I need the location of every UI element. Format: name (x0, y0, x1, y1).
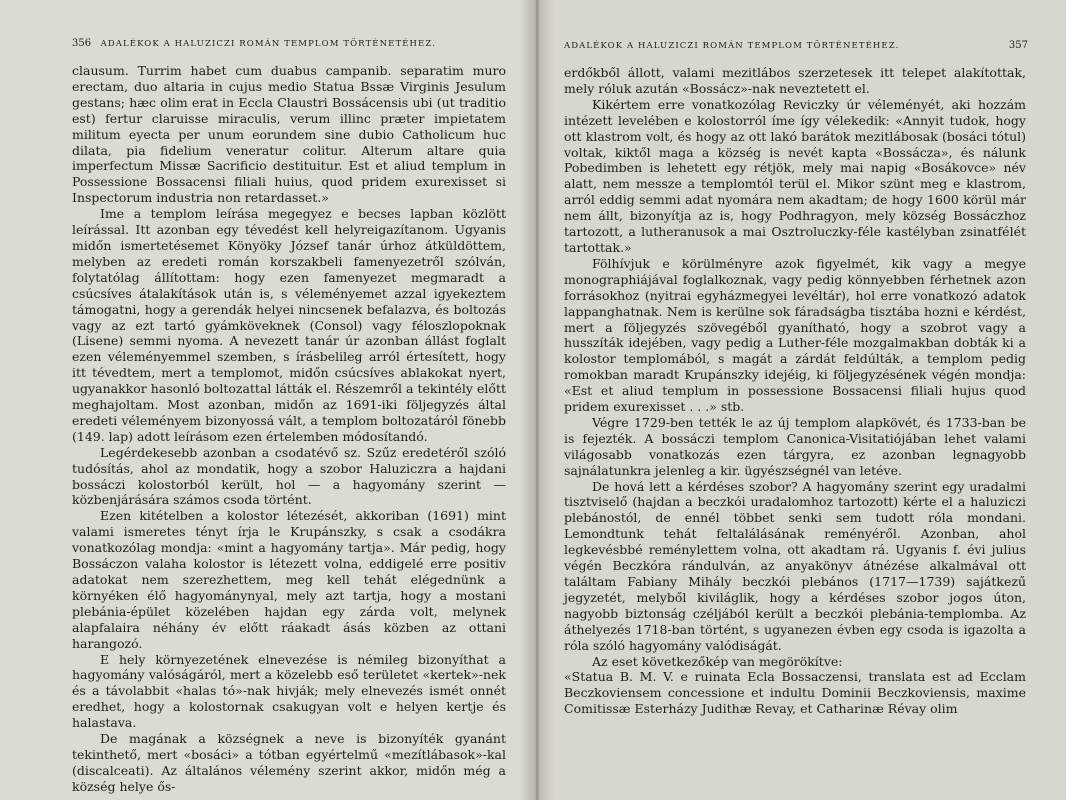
paragraph: erdőkből állott, valami mezitlábos szerzetesek itt telepet alakítottak, mely róluk azután «Bossácz»-nak neveztetett el. (564, 65, 1026, 96)
running-head: ADALÉKOK A HALUZICZI ROMÁN TEMPLOM TÖRTÉNETÉHEZ. (100, 39, 436, 49)
paragraph: Kikértem erre vonatkozólag Reviczky úr véleményét, aki hozzám intézett levelében e kolostorról íme így vélekedik: «Annyit tudok, hogy ott klastrom volt, és hogy az ott lakó barátok mezitlábosak (bosáci tótul) voltak, kiktől maga a község is nevét kapta «Bossácza», és nálunk Pobedimben is lehetett egy rétjök, mely mai napig «Bosákovce» név alatt, nem messze a templomtól terül el. Mikor szünt meg e klastrom, arról eddig semmi adat nyomára nem akadtam; de hogy 1600 körül már nem állt, bizonyítja az is, hogy Podhragyon, mely község Bossáczhoz tartozott, a lutheranusok a mai Osztroluczky-féle kastélyban zsinatfélét tartottak.» (564, 96, 1026, 255)
paragraph: Legérdekesebb azonban a csodatévő sz. Szűz eredetéről szóló tudósítás, ahol az mondatik, hogy a szobor Haluziczra a hajdani bossáczi kolostorból került, hol — a hagyomány szerint — közbenjárására számos csoda történt. (72, 444, 506, 508)
paragraph: De magának a községnek a neve is bizonyíték gyanánt tekinthető, mert «bosáci» a tótban egyértelmű «mezítlábasok»-kal (discalceati). Az általános vélemény szerint akkor, midőn még a község helye ős- (72, 731, 506, 794)
left-page-header (72, 38, 506, 49)
paragraph: clausum. Turrim habet cum duabus campanib. separatim muro erectam, duo altaria in cujus medio Statua Bssæ Virginis Jesulum gestans; hæc olim erat in Eccla Claustri Bossácensis ubi (ut traditio est) fertur claruisse miraculis, verum illinc præter impietatem militum eyecta per unum eorundem sine dubio Catholicum huc dilata, pia fidelium veneratur colitur. Alterum altare quia imperfectum Missæ Sacrificio destituitur. Est et aliud templum in Possessione Bossacensi filiali huius, quod pridem exurexisset si Inspectorum industria non retardasset.» (72, 63, 506, 206)
paragraph: Fölhívjuk e körülményre azok figyelmét, kik vagy a megye monographiájával foglalkoznak, vagy pedig könnyebben férhetnek azon forrásokhoz (nyitrai egyházmegyei levéltár), hol erre vonatkozó adatok lappanghatnak. Nem is kerülne sok fáradságba tisztába hozni e kérdést, mert a följegyzés szövegéből gyanítható, hogy a szobrot vagy a husszíták idejében, vagy pedig a Luther-féle mozgalmakban dobták ki a kolostor templomából, s magát a zárdát feldúlták, a templom pedig romokban maradt Krupánszky idejéig, ki följegyzésének végén mondja: «Est et aliud templum in possessione Bossacensi filiali hujus quod pridem exurexisset . . .» stb. (564, 255, 1026, 415)
page-number: 356 (72, 38, 92, 49)
book-gutter (520, 0, 554, 800)
left-page-body (72, 63, 506, 795)
paragraph: Végre 1729-ben tették le az új templom alapkövét, és 1733-ban be is fejezték. A bossáczi templom Canonica-Visitatiójában lehet valami világosabb vonatkozás ezen tárgyra, ez azonban legnagyobb sajnálatunkra jelenleg a kir. ügyészségnél van letéve. (564, 414, 1026, 478)
right-page (536, 0, 1066, 800)
paragraph: Az eset következőkép van megörökítve: (592, 653, 843, 669)
right-page-body (564, 65, 1026, 717)
paragraph: Ezen kitételben a kolostor létezését, akkoriban (1691) mint valami ismeretes tényt írja le Krupánszky, s csak a csodákra vonatkozólag mondja: «mint a hagyomány tartja». Már pedig, hogy Bossáczon valaha kolostor is létezett volna, eddigelé erre positiv adatokat nem szerezhettem, meg kell tehát elégednünk a környéken élő hagyománynyal, mely azt tartja, hogy a mostani plebánia-épület közelében hajdan egy zárda volt, melynek alapfalaira néhány év előtt ráakadt ásás közben az ottani harangozó. (72, 508, 506, 651)
paragraph: E hely környezetének elnevezése is némileg bizonyíthat a hagyomány valóságáról, mert a közelebb eső területet «kertek»-nek és a távolabbit «halas tó»-nak hivják; mely elnevezés ismét onnét eredhet, hogy a kolostornak csakugyan volt e helyen kertje és halastava. (72, 651, 506, 731)
paragraph: De hová lett a kérdéses szobor? A hagyomány szerint egy uradalmi tisztviselő (hajdan a beczkói uradalomhoz tartozott) kérte el a haluziczi plebánostól, de ennél többet senki sem tudott róla mondani. Lemondtunk tehát feltalálásának reményéről. Azonban, ahol legkevésbbé reménylettem volna, ott akadtam rá. Ugyanis f. évi julius végén Beczkóra rándulván, az anyakönyv átnézése alkalmával ott találtam Fabiany Mihály beczkói plebános (1717—1739) sajátkezű jegyzetét, melyből kiviláglik, hogy a kérdéses szobor jogos úton, nagyobb biztonság czéljából került a beczkói plebánia-templomba. Az áthelyezés 1718-ban történt, s ugyanezen évben egy csoda is igazolta a róla szóló hagyomány valódiságát. (564, 478, 1026, 653)
running-head: ADALÉKOK A HALUZICZI ROMÁN TEMPLOM TÖRTÉNETÉHEZ. (564, 41, 900, 51)
paragraph: Ime a templom leírása megegyez e becses lapban közlött leírással. Itt azonban egy tévedést kell helyreigazítanom. Ugyanis midőn ismertetésemet Könyöky József tanár úrhoz átküldöttem, melyben az eredeti román korszakbeli famenyezetről szólván, folytatólag állítottam: hogy ezen famenyezet megmaradt a csúcsíves átalakítások után is, s véleményemet azzal igyekeztem támogatni, hogy a gerendák helyei nincsenek befalazva, és boltozás vagy az ezt tartó gyámköveknek (Consol) vagy féloszlopoknak (Lisene) semmi nyoma. A nevezett tanár úr azonban állást foglalt ezen véleményemmel szemben, s írásbelileg arról értesített, hogy itt tévedtem, mert a templomot, midőn csúcsíves ablakokat nyert, ugyanakkor hasonló boltozattal látták el. Részemről a tekintély előtt meghajoltam. Most azonban, midőn az 1691-iki följegyzés által eredeti véleményem bizonyossá vált, a templom boltozatáról fönebb (149. lap) adott leírásom ezen értelemben módosítandó. (72, 206, 506, 444)
page-number: 357 (1008, 40, 1028, 51)
paragraph: «Statua B. M. V. e ruinata Ecla Bossaczensi, translata est ad Ecclam Beczkoviensem concessione et indultu Dominii Beczkoviensis, maxime Comitissæ Esterházy Judithæ Revay, et Catharinæ Révay olim (564, 669, 1026, 717)
right-page-header (564, 40, 1028, 51)
